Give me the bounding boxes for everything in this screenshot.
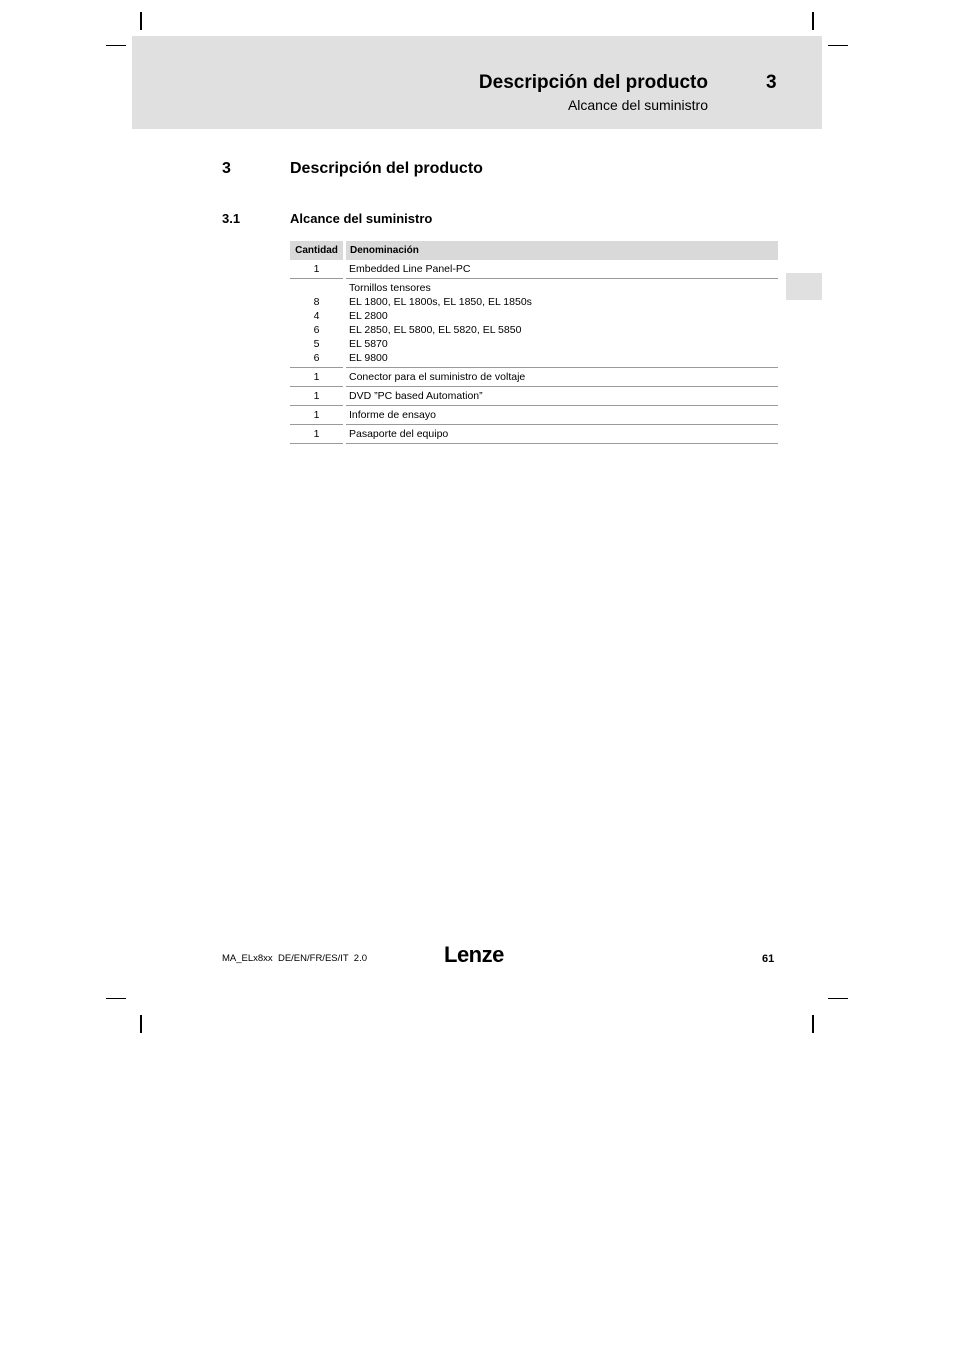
group-item-quantity: 4 (313, 310, 320, 322)
footer-document-id: MA_ELx8xx DE/EN/FR/ES/IT 2.0 (222, 953, 368, 964)
crop-mark (140, 1015, 142, 1033)
table-header-row (290, 241, 778, 260)
group-item-designation: EL 9800 (349, 352, 388, 364)
header-title: Descripción del producto (478, 72, 708, 93)
lenze-logo: Lenze (444, 942, 504, 967)
row-quantity: 1 (290, 425, 345, 444)
crop-mark (812, 1015, 814, 1033)
page-number: 61 (762, 953, 775, 965)
group-item-designation: EL 1800, EL 1800s, EL 1850, EL 1850s (349, 296, 532, 308)
chapter-side-tab (786, 273, 822, 300)
row-quantity: 1 (290, 368, 345, 387)
section-title: Descripción del producto (290, 160, 483, 177)
group-item-designation: EL 5870 (349, 338, 388, 350)
column-header-quantity: Cantidad (290, 241, 345, 260)
group-item-quantity: 6 (313, 352, 320, 364)
header-chapter-number: 3 (766, 72, 777, 93)
row-designation: Embedded Line Panel-PC (345, 260, 779, 279)
table-row-group (290, 279, 778, 368)
table-row (290, 368, 778, 387)
row-designation: DVD ”PC based Automation” (345, 387, 779, 406)
row-designation-group (345, 279, 779, 368)
group-item-designation: EL 2850, EL 5800, EL 5820, EL 5850 (349, 324, 522, 336)
crop-mark (140, 12, 142, 30)
table-row (290, 425, 778, 444)
crop-mark (106, 998, 126, 999)
row-quantity: 1 (290, 260, 345, 279)
header-band (132, 36, 822, 129)
row-designation: Pasaporte del equipo (345, 425, 779, 444)
table-row (290, 260, 778, 279)
subsection-number: 3.1 (222, 211, 241, 226)
row-designation: Conector para el suministro de voltaje (345, 368, 779, 387)
group-item-designation: EL 2800 (349, 310, 388, 322)
group-title: Tornillos tensores (349, 282, 431, 294)
crop-mark (828, 45, 848, 46)
group-item-quantity: 8 (313, 296, 320, 308)
header-subtitle: Alcance del suministro (567, 97, 708, 113)
section-number: 3 (222, 160, 231, 177)
table-row (290, 387, 778, 406)
row-quantity-group (290, 279, 345, 368)
supply-table (290, 241, 778, 444)
table-row (290, 406, 778, 425)
crop-mark (106, 45, 126, 46)
group-item-quantity: 5 (313, 338, 320, 350)
row-quantity: 1 (290, 406, 345, 425)
crop-mark (828, 998, 848, 999)
group-item-quantity: 6 (313, 324, 320, 336)
row-designation: Informe de ensayo (345, 406, 779, 425)
column-header-designation: Denominación (345, 241, 779, 260)
crop-mark (812, 12, 814, 30)
row-quantity: 1 (290, 387, 345, 406)
subsection-title: Alcance del suministro (290, 211, 433, 226)
